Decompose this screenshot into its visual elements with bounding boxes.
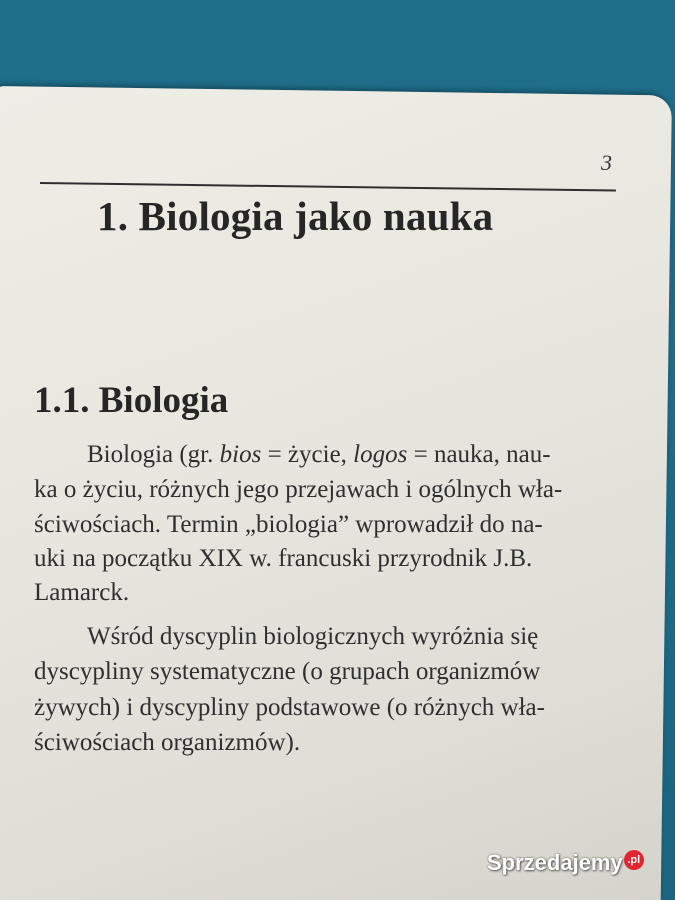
chapter-title: 1. Biologia jako nauka <box>97 193 494 239</box>
text-fragment: = nauka, nau- <box>407 441 551 468</box>
paragraph2-line1: Wśród dyscyplin biologicznych wyróżnia się <box>87 623 539 650</box>
page-number: 3 <box>601 150 612 175</box>
paragraph2-line2: dyscypliny systematyczne (o grupach organizmów <box>34 658 541 685</box>
watermark-badge: .pl <box>624 850 644 870</box>
text-fragment: Biologia (gr. <box>87 441 220 468</box>
paragraph1-line5: Lamarck. <box>34 579 130 606</box>
watermark-logo <box>487 850 644 876</box>
paragraph1-line4: uki na początku XIX w. francuski przyrodnik J.B. <box>34 545 533 572</box>
paragraph1-line1 <box>87 441 551 469</box>
paragraph2-line4: ściwościach organizmów). <box>34 729 301 756</box>
term-logos: logos <box>353 441 408 468</box>
paragraph2-line3: żywych) i dyscypliny podstawowe (o różnych wła- <box>34 694 545 721</box>
watermark-text: Sprzedajemy <box>487 850 623 875</box>
paragraph1-line2: ka o życiu, różnych jego przejawach i ogólnych wła- <box>34 476 563 503</box>
term-bios: bios <box>219 441 262 468</box>
text-fragment: = życie, <box>261 441 354 468</box>
section-title: 1.1. Biologia <box>34 380 229 421</box>
paragraph1-line3: ściwościach. Termin „biologia” wprowadził do na- <box>34 511 543 538</box>
